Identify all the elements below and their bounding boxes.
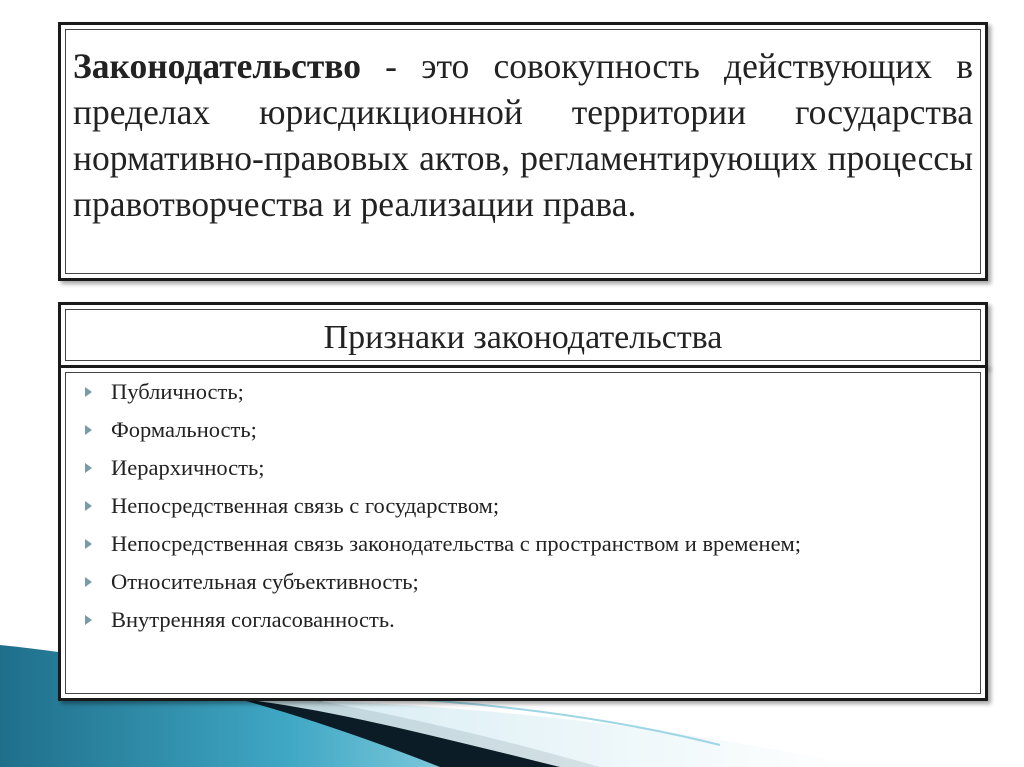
list-item-text: Относительная субъективность; xyxy=(111,569,419,594)
definition-text xyxy=(73,43,973,227)
triangle-bullet-icon xyxy=(85,539,92,549)
list-item xyxy=(85,528,967,560)
triangle-bullet-icon xyxy=(85,615,92,625)
list-item-text: Публичность; xyxy=(111,379,244,404)
list-item-text: Иерархичность; xyxy=(111,455,265,480)
features-list xyxy=(85,376,967,642)
definition-term: Законодательство xyxy=(73,46,361,86)
definition-box xyxy=(58,22,988,281)
features-title: Признаки законодательства xyxy=(323,319,723,356)
list-item-text: Внутренняя согласованность. xyxy=(111,607,395,632)
list-item xyxy=(85,566,967,598)
triangle-bullet-icon xyxy=(85,501,92,511)
list-item xyxy=(85,414,967,446)
features-title-box xyxy=(58,302,988,368)
list-item-text: Непосредственная связь законодательства с пространством и временем; xyxy=(111,531,802,556)
triangle-bullet-icon xyxy=(85,425,92,435)
list-item-text: Непосредственная связь с государством; xyxy=(111,493,500,518)
triangle-bullet-icon xyxy=(85,577,92,587)
list-item xyxy=(85,376,967,408)
list-item xyxy=(85,452,967,484)
definition-body: - это совокупность действующих в пределах юрисдикционной территории государства нормативно-правовых актов, регламентирующих процессы правотворчества и реализации права. xyxy=(73,46,973,224)
list-item xyxy=(85,490,967,522)
features-list-box xyxy=(58,365,988,701)
list-item-text: Формальность; xyxy=(111,417,257,442)
triangle-bullet-icon xyxy=(85,387,92,397)
triangle-bullet-icon xyxy=(85,463,92,473)
list-item xyxy=(85,604,967,636)
